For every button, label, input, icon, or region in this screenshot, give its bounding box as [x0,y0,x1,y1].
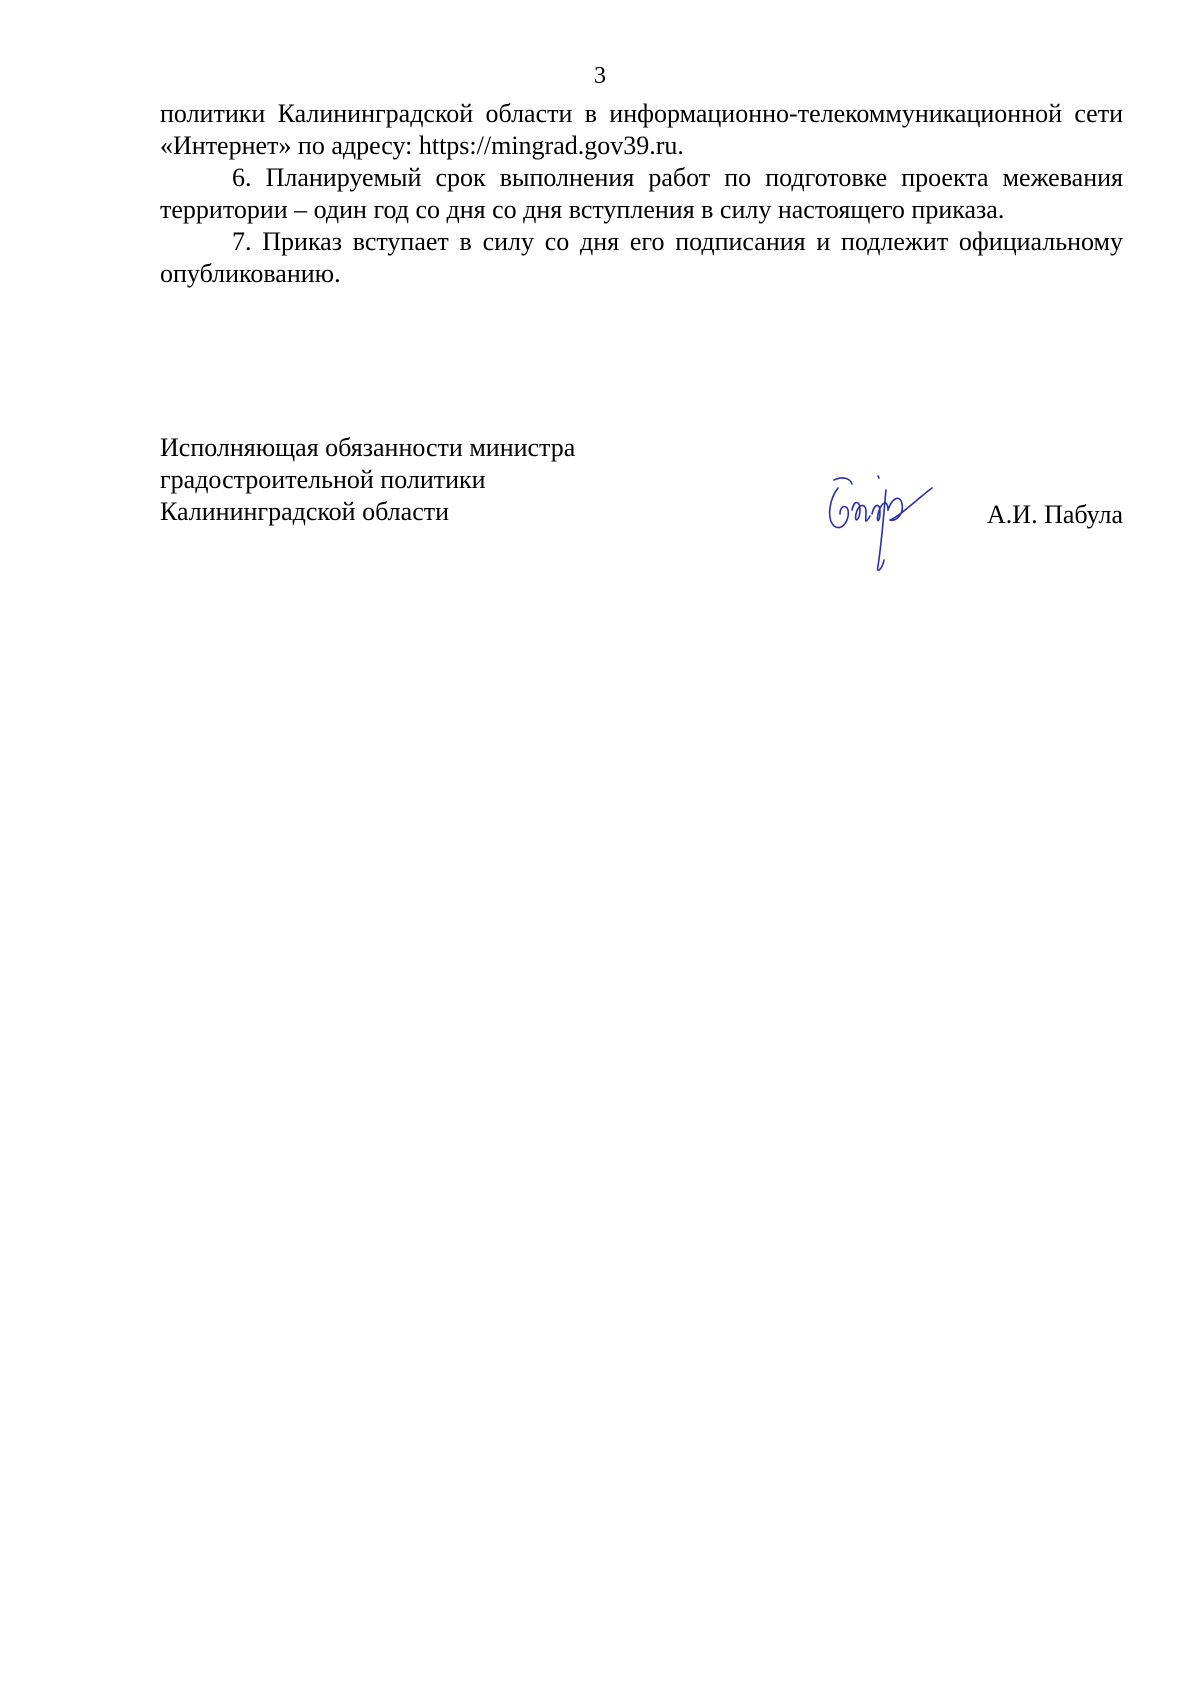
signature-stroke-4 [872,503,888,521]
position-line-2: градостроительной политики [160,465,486,494]
signer-name: А.И. Пабула [987,500,1123,529]
handwritten-signature [820,470,940,580]
signature-stroke-1 [830,488,849,528]
document-body [160,98,1123,290]
position-line-1: Исполняющая обязанности министра [160,433,576,462]
signature-stroke-5 [878,490,886,570]
paragraph-item-7: 7. Приказ вступает в силу со дня его подписания и подлежит официальному опубликованию. [160,227,1123,288]
signature-stroke-6 [888,488,932,520]
position-line-3: Калининградской области [160,497,450,526]
page-number: 3 [594,63,606,89]
signature-stroke-3 [852,503,870,522]
signature-dot [878,476,879,478]
paragraph-item-6: 6. Планируемый срок выполнения работ по подготовке проекта межевания территории – один год со дня со дня вступления в силу настоящего приказа. [160,163,1123,224]
paragraph-continuation: политики Калининградской области в информационно-телекоммуникационной сети «Интернет» по адресу: https://mingrad.gov39.ru. [160,99,1123,160]
signature-stroke-2 [834,478,852,484]
signatory-position [160,432,575,528]
